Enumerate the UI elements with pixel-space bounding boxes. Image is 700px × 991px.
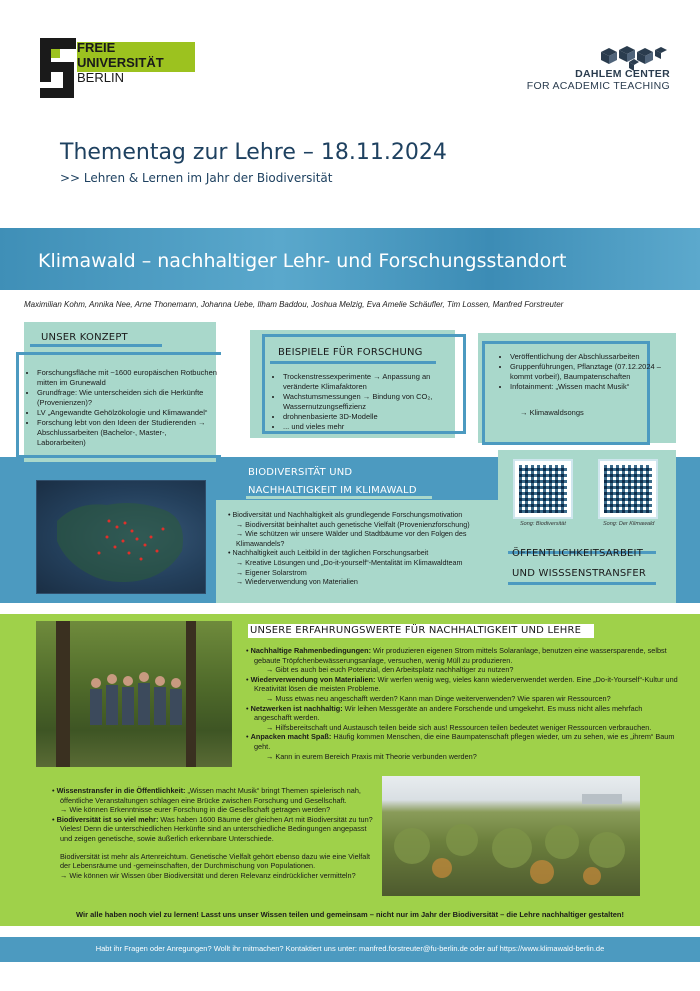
qr-code-biodiversitaet[interactable] (513, 459, 573, 519)
biodiv-heading-line2: NACHHALTIGKEIT IM KLIMAWALD (248, 485, 417, 496)
wissen-para-sub: → Wie können wir Wissen über Biodiversität und deren Relevanz eindrücklicher vermitteln? (60, 870, 356, 880)
list-item: • Trockenstressexperimente → Anpassung an veränderte Klimafaktoren (283, 372, 463, 392)
oeffentlich-heading-line1: ÖFFENTLICHKEITSARBEIT (512, 548, 643, 559)
biodiv-item1-sub2: → Wie schützen wir unsere Wälder und Stadtbäume vor den Folgen des Klimawandels? (236, 529, 467, 548)
biodiv-text (228, 510, 498, 587)
dahlem-line1: DAHLEM CENTER (575, 68, 670, 80)
forschung-heading: BEISPIELE FÜR FORSCHUNG (278, 347, 423, 358)
oeffentlich-list (497, 352, 670, 392)
qr-caption-2: Song: Der Klimawald (603, 521, 655, 527)
qr-pattern (604, 465, 652, 513)
erfahrung-text (238, 646, 678, 761)
list-item: • Grundfrage: Wie unterscheiden sich die Herkünfte (Provenienzen)? (37, 388, 217, 408)
biodiv-item2-sub3: → Wiederverwendung von Materialien (236, 577, 358, 587)
list-item: • Forschungsfläche mit ~1600 europäischen Rotbuchen mitten im Grunewald (37, 368, 217, 388)
fu-logo-line3: BERLIN (77, 70, 124, 85)
oeffentlich-list-sub: → Klimawaldsongs (520, 408, 584, 417)
closing-statement: Wir alle haben noch viel zu lernen! Lasst uns unser Wissen teilen und gemeinsam – nicht nur im Jahr der Biodiversität – die Lehre nachhaltiger gestalten! (76, 910, 624, 919)
forschung-list (270, 372, 463, 432)
fu-logo-text (77, 40, 164, 85)
dahlem-center-text (505, 68, 670, 92)
page-title: Thementag zur Lehre – 18.11.2024 (60, 140, 447, 165)
group-photo-image (36, 621, 232, 767)
biodiv-heading-line1: BIODIVERSITÄT UND (248, 467, 353, 478)
klimawald-aerial-photo (382, 776, 640, 896)
qr-pattern (519, 465, 567, 513)
europe-map-image (36, 480, 206, 594)
qr-code-klimawald[interactable] (598, 459, 658, 519)
erfahrung-b4: • Anpacken macht Spaß: Häufig kommen Menschen, die eine Baumpatenschaft pflegen wieder, um zu sehen, wie es „ihrem“ Baum geht. (246, 732, 675, 751)
list-item: • Veröffentlichung der Abschlussarbeiten (510, 352, 670, 362)
biodiv-item1: • Biodiversität und Nachhaltigkeit als grundlegende Forschungsmotivation (228, 510, 463, 519)
oeffentlich-heading-line2: UND WISSSENSTRANSFER (512, 568, 647, 579)
qr-caption-1: Song: Biodiversität (520, 521, 566, 527)
wissen-b2: • Biodiversität ist so viel mehr: Was haben 1600 Bäume der gleichen Art mit Biodiversität zu tun? Vieles! Denn die unterschiedlichen Herkünfte sind an unterschiedliche Bedingungen angepasst und zeigen genetische, sowie äußerlich erkennbare Unterschiede. (52, 814, 373, 843)
konzept-list (24, 368, 217, 448)
footer-contact: Habt ihr Fragen oder Anregungen? Wollt ihr mitmachen? Kontaktiert uns unter: manfred.forstreuter@fu-berlin.de oder auf https://www.klimawald-berlin.de (95, 944, 605, 953)
fu-logo-line1: FREIE (77, 40, 116, 55)
erfahrung-b1-sub: → Gibt es auch bei euch Potenzial, den Arbeitsplatz nachhaltiger zu nutzen? (266, 665, 514, 675)
wissen-para: Biodiversität ist mehr als Artenreichtum. Genetische Vielfalt gehört ebenso dazu wie eine Vielfalt der Lebensräume und -gemeinschaften, der Durchmischung von Populationen. (60, 851, 371, 871)
dahlem-line2: FOR ACADEMIC TEACHING (526, 80, 670, 92)
list-item: • ... und vieles mehr (283, 422, 463, 432)
biodiv-item1-sub1: → Biodiversität beinhaltet auch genetische Vielfalt (Provenienzforschung) (236, 519, 470, 529)
biodiv-item2-sub1: → Kreative Lösungen und „Do-it-yourself“-Mentalität im Klimawaldteam (236, 557, 463, 567)
erfahrung-b3: • Netzwerken ist nachhaltig: Wir leihen Messgeräte an andere Forschende und umgekehrt. Es muss nicht alles mehrfach angeschafft werden. (246, 703, 643, 723)
erfahrung-b3-sub: → Hilfsbereitschaft und Austausch teilen beide sich aus! Ressourcen teilen bedeutet weniger Ressourcen verbrauchen. (266, 722, 652, 732)
banner-title: Klimawald – nachhaltiger Lehr- und Forschungsstandort (38, 250, 567, 272)
list-item: • LV „Angewandte Gehölzökologie und Klimawandel“ (37, 408, 217, 418)
group-photo-drawing (36, 621, 232, 767)
page-subtitle: >> Lehren & Lernen im Jahr der Biodiversität (60, 171, 333, 185)
konzept-heading: UNSER KONZEPT (41, 332, 128, 343)
list-item: • Wachstumsmessungen → Bindung von CO₂, Wassernutzungseffizienz (283, 392, 463, 412)
fu-logo-line2: UNIVERSITÄT (77, 55, 164, 70)
wissen-b1-sub: → Wie können Erkenntnisse eurer Forschung in die Gesellschaft getragen werden? (60, 805, 331, 815)
list-item: • Gruppenführungen, Pflanztage (07.12.2024 – kommt vorbei!), Baumpatenschaften (510, 362, 670, 382)
erfahrung-b4-sub: → Kann in eurem Bereich Praxis mit Theorie verbunden werden? (266, 751, 477, 761)
erfahrung-b2-sub: → Muss etwas neu angeschafft werden? Kann man Dinge weiterverwenden? Wie sparen wir Ressourcen? (266, 693, 611, 703)
list-item: • Forschung lebt von den Ideen der Studierenden → Abschlussarbeiten (Bachelor-, Master-, Laborarbeiten) (37, 418, 217, 448)
wissen-text (44, 786, 374, 880)
erfahrung-heading: UNSERE ERFAHRUNGSWERTE FÜR NACHHALTIGKEIT UND LEHRE (250, 625, 582, 636)
wissen-b1: • Wissenstransfer in die Öffentlichkeit: „Wissen macht Musik“ bringt Themen spielerisch nah, öffentliche Veranstaltungen schlagen eine Brücke zwischen Forschung und Gesellschaft. (52, 786, 361, 805)
map-dots (37, 481, 205, 593)
spacer (44, 844, 374, 852)
erfahrung-b1: • Nachhaltige Rahmenbedingungen: Wir produzieren eigenen Strom mittels Solaranlage, benutzen eine wassersparende, selbst gebaute Tröpfchenbewässerungsanlage, versuchen, wenig Müll zu produzieren. (246, 646, 667, 665)
erfahrung-b2: • Wiederverwendung von Materialien: Wir werfen wenig weg, vieles kann wiederverwendet werden. Eine „Do-it-Yourself“-Kultur und Kreativität lösen die meisten Probleme. (246, 674, 678, 694)
list-item: • drohnenbasierte 3D-Modelle (283, 412, 463, 422)
aerial-photo-drawing (382, 776, 640, 896)
biodiv-item2: • Nachhaltigkeit auch Leitbild in der täglichen Forschungsarbeit (228, 548, 429, 558)
biodiv-item2-sub2: → Eigener Solarstrom (236, 567, 307, 577)
authors-line: Maximilian Kohm, Annika Nee, Arne Thonemann, Johanna Uebe, Ilham Baddou, Joshua Melzig, Eva Amelie Schäufler, Tim Lossen, Manfred Forstreuter (24, 300, 564, 309)
list-item: • Infotainment: „Wissen macht Musik“ (510, 382, 670, 392)
